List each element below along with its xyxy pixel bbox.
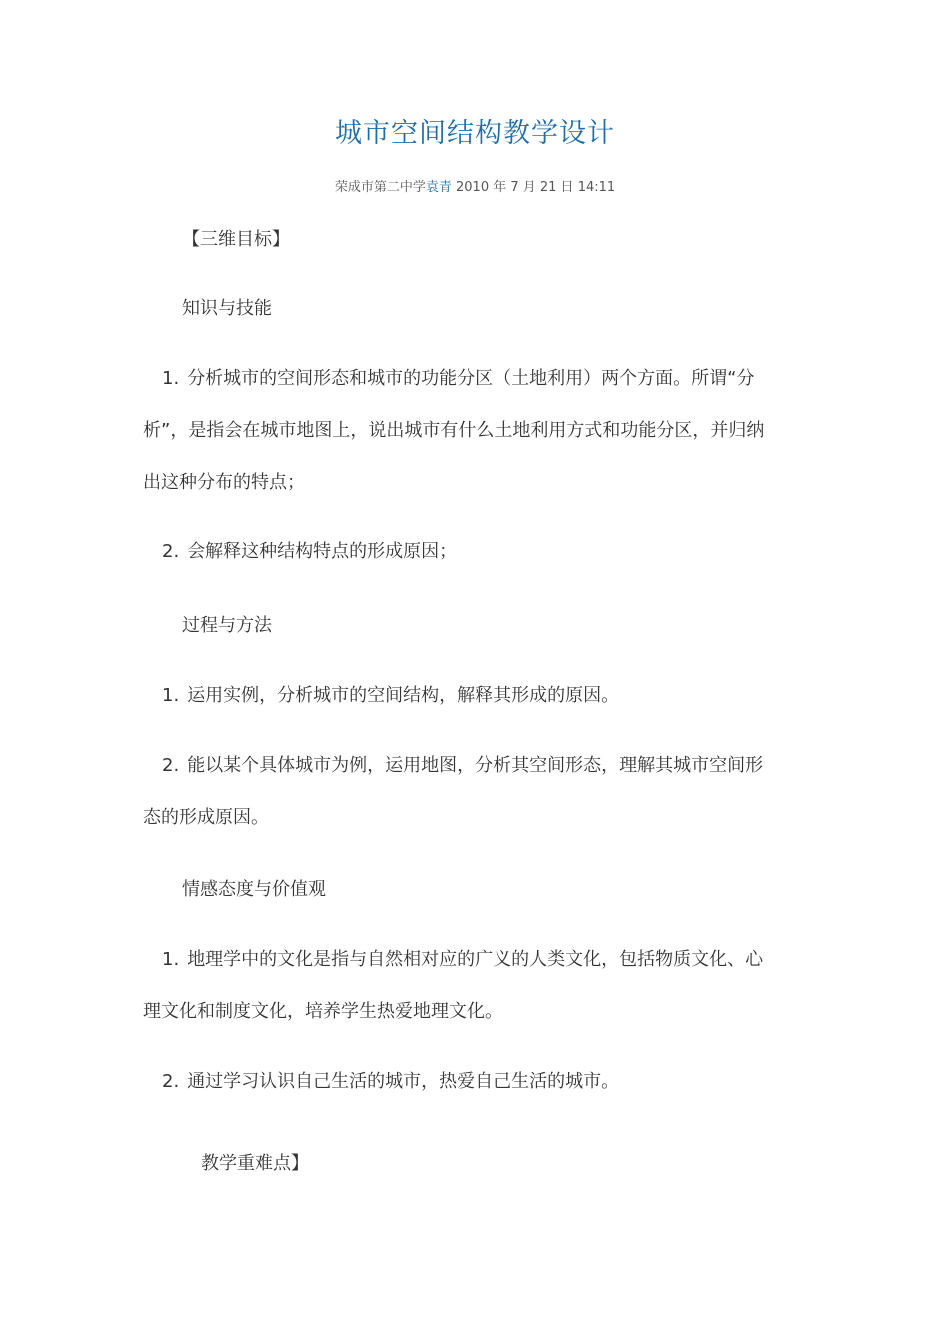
list-number: 1.	[162, 368, 180, 389]
knowledge-heading: 知识与技能	[182, 298, 272, 319]
knowledge-item-1-cont: 析”，是指会在城市地图上，说出城市有什么土地利用方式和功能分区，并归纳	[143, 420, 765, 441]
process-item-2	[162, 751, 763, 777]
emotion-heading: 情感态度与价值观	[182, 879, 326, 900]
page-title: 城市空间结构教学设计	[335, 118, 615, 149]
list-number: 1.	[162, 685, 180, 706]
knowledge-item-1-cont: 出这种分布的特点；	[143, 472, 305, 493]
emotion-item-1-cont: 理文化和制度文化，培养学生热爱地理文化。	[143, 1001, 503, 1022]
emotion-item-2	[162, 1067, 619, 1093]
goals-heading: 【三维目标】	[182, 229, 290, 250]
list-text: 分析城市的空间形态和城市的功能分区（土地利用）两个方面。所谓“分	[187, 368, 755, 389]
process-heading: 过程与方法	[182, 615, 272, 636]
process-item-2-cont: 态的形成原因。	[143, 807, 269, 828]
list-number: 2.	[162, 755, 180, 776]
list-number: 1.	[162, 949, 180, 970]
key-points-heading: 教学重难点】	[201, 1153, 309, 1174]
list-text: 通过学习认识自己生活的城市，热爱自己生活的城市。	[187, 1071, 620, 1092]
knowledge-item-1	[162, 364, 755, 390]
list-text: 能以某个具体城市为例，运用地图，分析其空间形态，理解其城市空间形	[187, 755, 764, 776]
publish-datetime: 2010 年 7 月 21 日 14:11	[456, 180, 616, 195]
process-item-1	[162, 681, 619, 707]
emotion-item-1	[162, 945, 763, 971]
author-link[interactable]: 袁青	[425, 180, 452, 195]
school-name: 荣成市第二中学	[334, 180, 426, 195]
list-number: 2.	[162, 541, 180, 562]
list-text: 会解释这种结构特点的形成原因；	[187, 541, 458, 562]
knowledge-item-2	[162, 537, 457, 563]
article-meta	[0, 176, 950, 195]
list-text: 运用实例，分析城市的空间结构，解释其形成的原因。	[187, 685, 620, 706]
list-number: 2.	[162, 1071, 180, 1092]
list-text: 地理学中的文化是指与自然相对应的广义的人类文化，包括物质文化、心	[187, 949, 764, 970]
